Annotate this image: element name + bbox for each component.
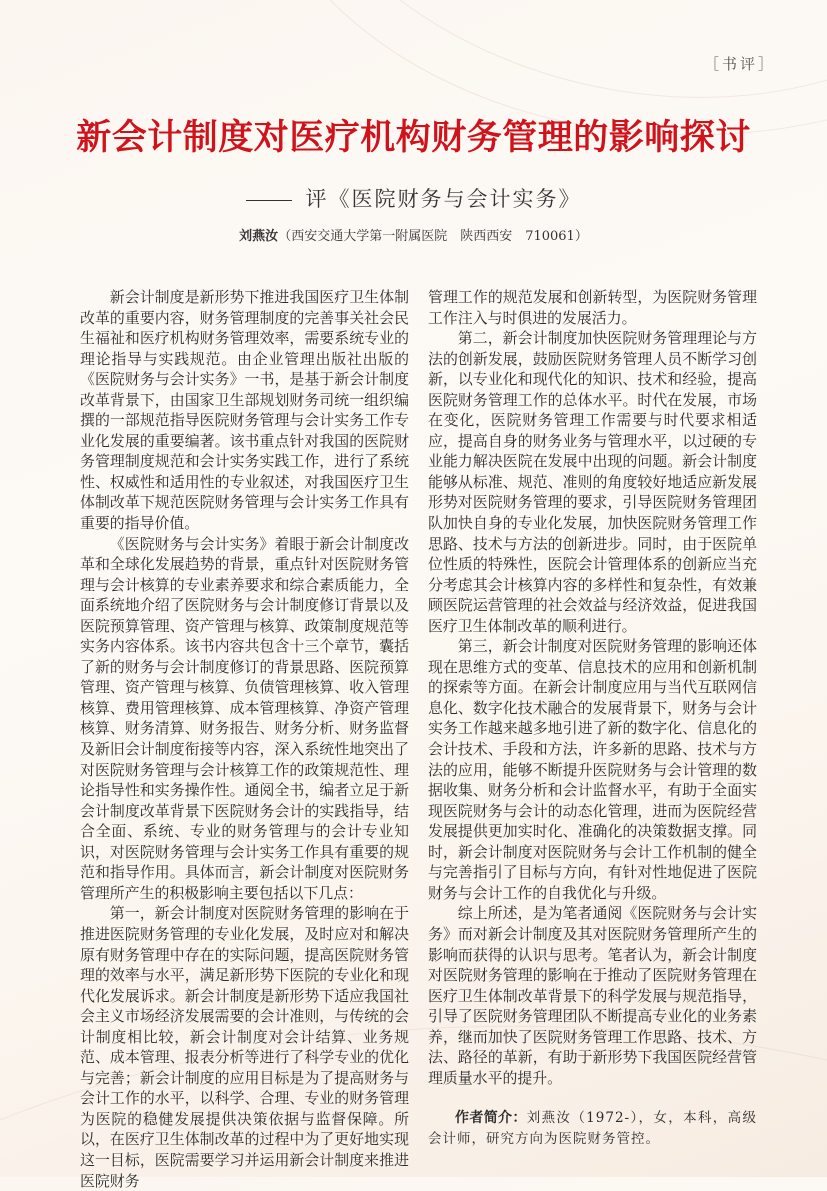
paragraph-continuation: 管理工作的规范发展和创新转型，为医院财务管理工作注入与时俱进的发展活力。 bbox=[428, 288, 757, 327]
paragraph: 综上所述，是为笔者通阅《医院财务与会计实务》而对新会计制度及其对医院财务管理所产生的影响而获得的认识与思考。笔者认为，新会计制度对医院财务管理的影响在于推动了医院财务管理在医疗卫生体制改革背景下的科学发展与规范指导，引导了医院财务管理团队不断提高专业化的业务素养，继而加快了医院财务管理工作思路、技术、方法、路径的革新，有助于新形势下我国医院经营管理质量水平的提升。 bbox=[428, 904, 757, 1087]
left-column bbox=[80, 287, 409, 1191]
paragraph: 《医院财务与会计实务》着眼于新会计制度改革和全球化发展趋势的背景，重点针对医院财务管理与会计核算的专业素养要求和综合素质能力，全面系统地介绍了医院财务与会计制度修订背景以及医院预算管理、资产管理与核算、政策制度规范等实务内容体系。该书内容共包含十三个章节，囊括了新的财务与会计制度修订的背景思路、医院预算管理、资产管理与核算、负债管理核算、收入管理核算、费用管理核算、成本管理核算、净资产管理核算、财务清算、财务报告、财务分析、财务监督及新旧会计制度衔接等内容，深入系统性地突出了对医院财务管理与会计核算工作的政策规范性、理论指导性和实务操作性。通阅全书，编者立足于新会计制度改革背景下医院财务会计的实践指导，结合全面、系统、专业的财务管理与的会计专业知识，对医院财务管理与会计实务工作具有重要的规范和指导作用。具体而言，新会计制度对医院财务管理所产生的积极影响主要包括以下几点： bbox=[80, 534, 409, 902]
paragraph: 第一，新会计制度对医院财务管理的影响在于推进医院财务管理的专业化发展，及时应对和解决原有财务管理中存在的实际问题，提高医院财务管理的效率与水平，满足新形势下医院的专业化和现代化发展诉求。新会计制度是新形势下适应我国社会主义市场经济发展需要的会计准则，与传统的会计制度相比较，新会计制度对会计结算、业务规范、成本管理、报表分析等进行了科学专业的优化与完善；新会计制度的应用目标是为了提高财务与会计工作的水平，以科学、合理、专业的财务管理为医院的稳健发展提供决策依据与监督保障。所以，在医疗卫生体制改革的过程中为了更好地实现这一目标，医院需要学习并运用新会计制度来推进医院财务 bbox=[80, 904, 409, 1190]
article-title: 新会计制度对医疗机构财务管理的影响探讨 bbox=[76, 118, 751, 158]
section-tag: ［书评］ bbox=[704, 55, 777, 73]
author-name: 刘燕汝 bbox=[239, 229, 279, 244]
bio-label: 作者简介： bbox=[455, 1110, 527, 1127]
subtitle-text: 评《医院财务与会计实务》 bbox=[305, 187, 582, 211]
dash-divider bbox=[246, 200, 292, 201]
paragraph: 第三，新会计制度对医院财务管理的影响还体现在思维方式的变革、信息技术的应用和创新机制的探索等方面。在新会计制度应用与当代互联网信息化、数字化技术融合的发展背景下，财务与会计实务工作越来越多地引进了新的数字化、信息化的会计技术、手段和方法，许多新的思路、技术与方法的应用，能够不断提升医院财务与会计管理的数据收集、财务分析和会计监督水平，有助于全面实现医院财务与会计的动态化管理，进而为医院经营发展提供更加实时化、准确化的决策数据支撑。同时，新会计制度对医院财务与会计工作机制的健全与完善指引了目标与方向，有针对性地促进了医院财务与会计工作的自我优化与升级。 bbox=[428, 637, 757, 902]
background-wave bbox=[400, 0, 827, 97]
right-column bbox=[428, 287, 757, 1149]
author-line bbox=[0, 225, 827, 244]
article-subtitle bbox=[0, 183, 827, 213]
bio-text: 刘燕汝（1972-），女，本科，高级会计师，研究方向为医院财务管控。 bbox=[428, 1110, 758, 1147]
paragraph: 第二，新会计制度加快医院财务管理理论与方法的创新发展，鼓励医院财务管理人员不断学习创新，以专业化和现代化的知识、技术和经验，提高医院财务管理工作的总体水平。时代在发展，市场在变化，医院财务管理工作需要与时代要求相适应，提高自身的财务业务与管理水平，以过硬的专业能力解决医院在发展中出现的问题。新会计制度能够从标准、规范、准则的角度较好地适应新发展形势对医院财务管理的要求，引导医院财务管理团队加快自身的专业化发展，加快医院财务管理工作思路、技术与方法的创新进步。同时，由于医院单位性质的特殊性，医院会计管理体系的创新应当充分考虑其会计核算内容的多样性和复杂性，有效兼顾医院运营管理的社会效益与经济效益，促进我国医疗卫生体制改革的顺利进行。 bbox=[428, 329, 757, 635]
author-bio bbox=[428, 1108, 757, 1149]
author-affiliation: （西安交通大学第一附属医院 陕西西安 710061） bbox=[278, 229, 588, 244]
paragraph: 新会计制度是新形势下推进我国医疗卫生体制改革的重要内容，财务管理制度的完善事关社会民生福祉和医疗机构财务管理效率，需要系统专业的理论指导与实践规范。由企业管理出版社出版的《医院财务与会计实务》一书，是基于新会计制度改革背景下，由国家卫生部规划财务司统一组织编撰的一部规范指导医院财务管理与会计实务工作专业化发展的重要编著。该书重点针对我国的医院财务管理制度规范和会计实务实践工作，进行了系统性、权威性和适用性的专业叙述，对我国医疗卫生体制改革下规范医院财务管理与会计实务工作具有重要的指导价值。 bbox=[80, 288, 409, 533]
